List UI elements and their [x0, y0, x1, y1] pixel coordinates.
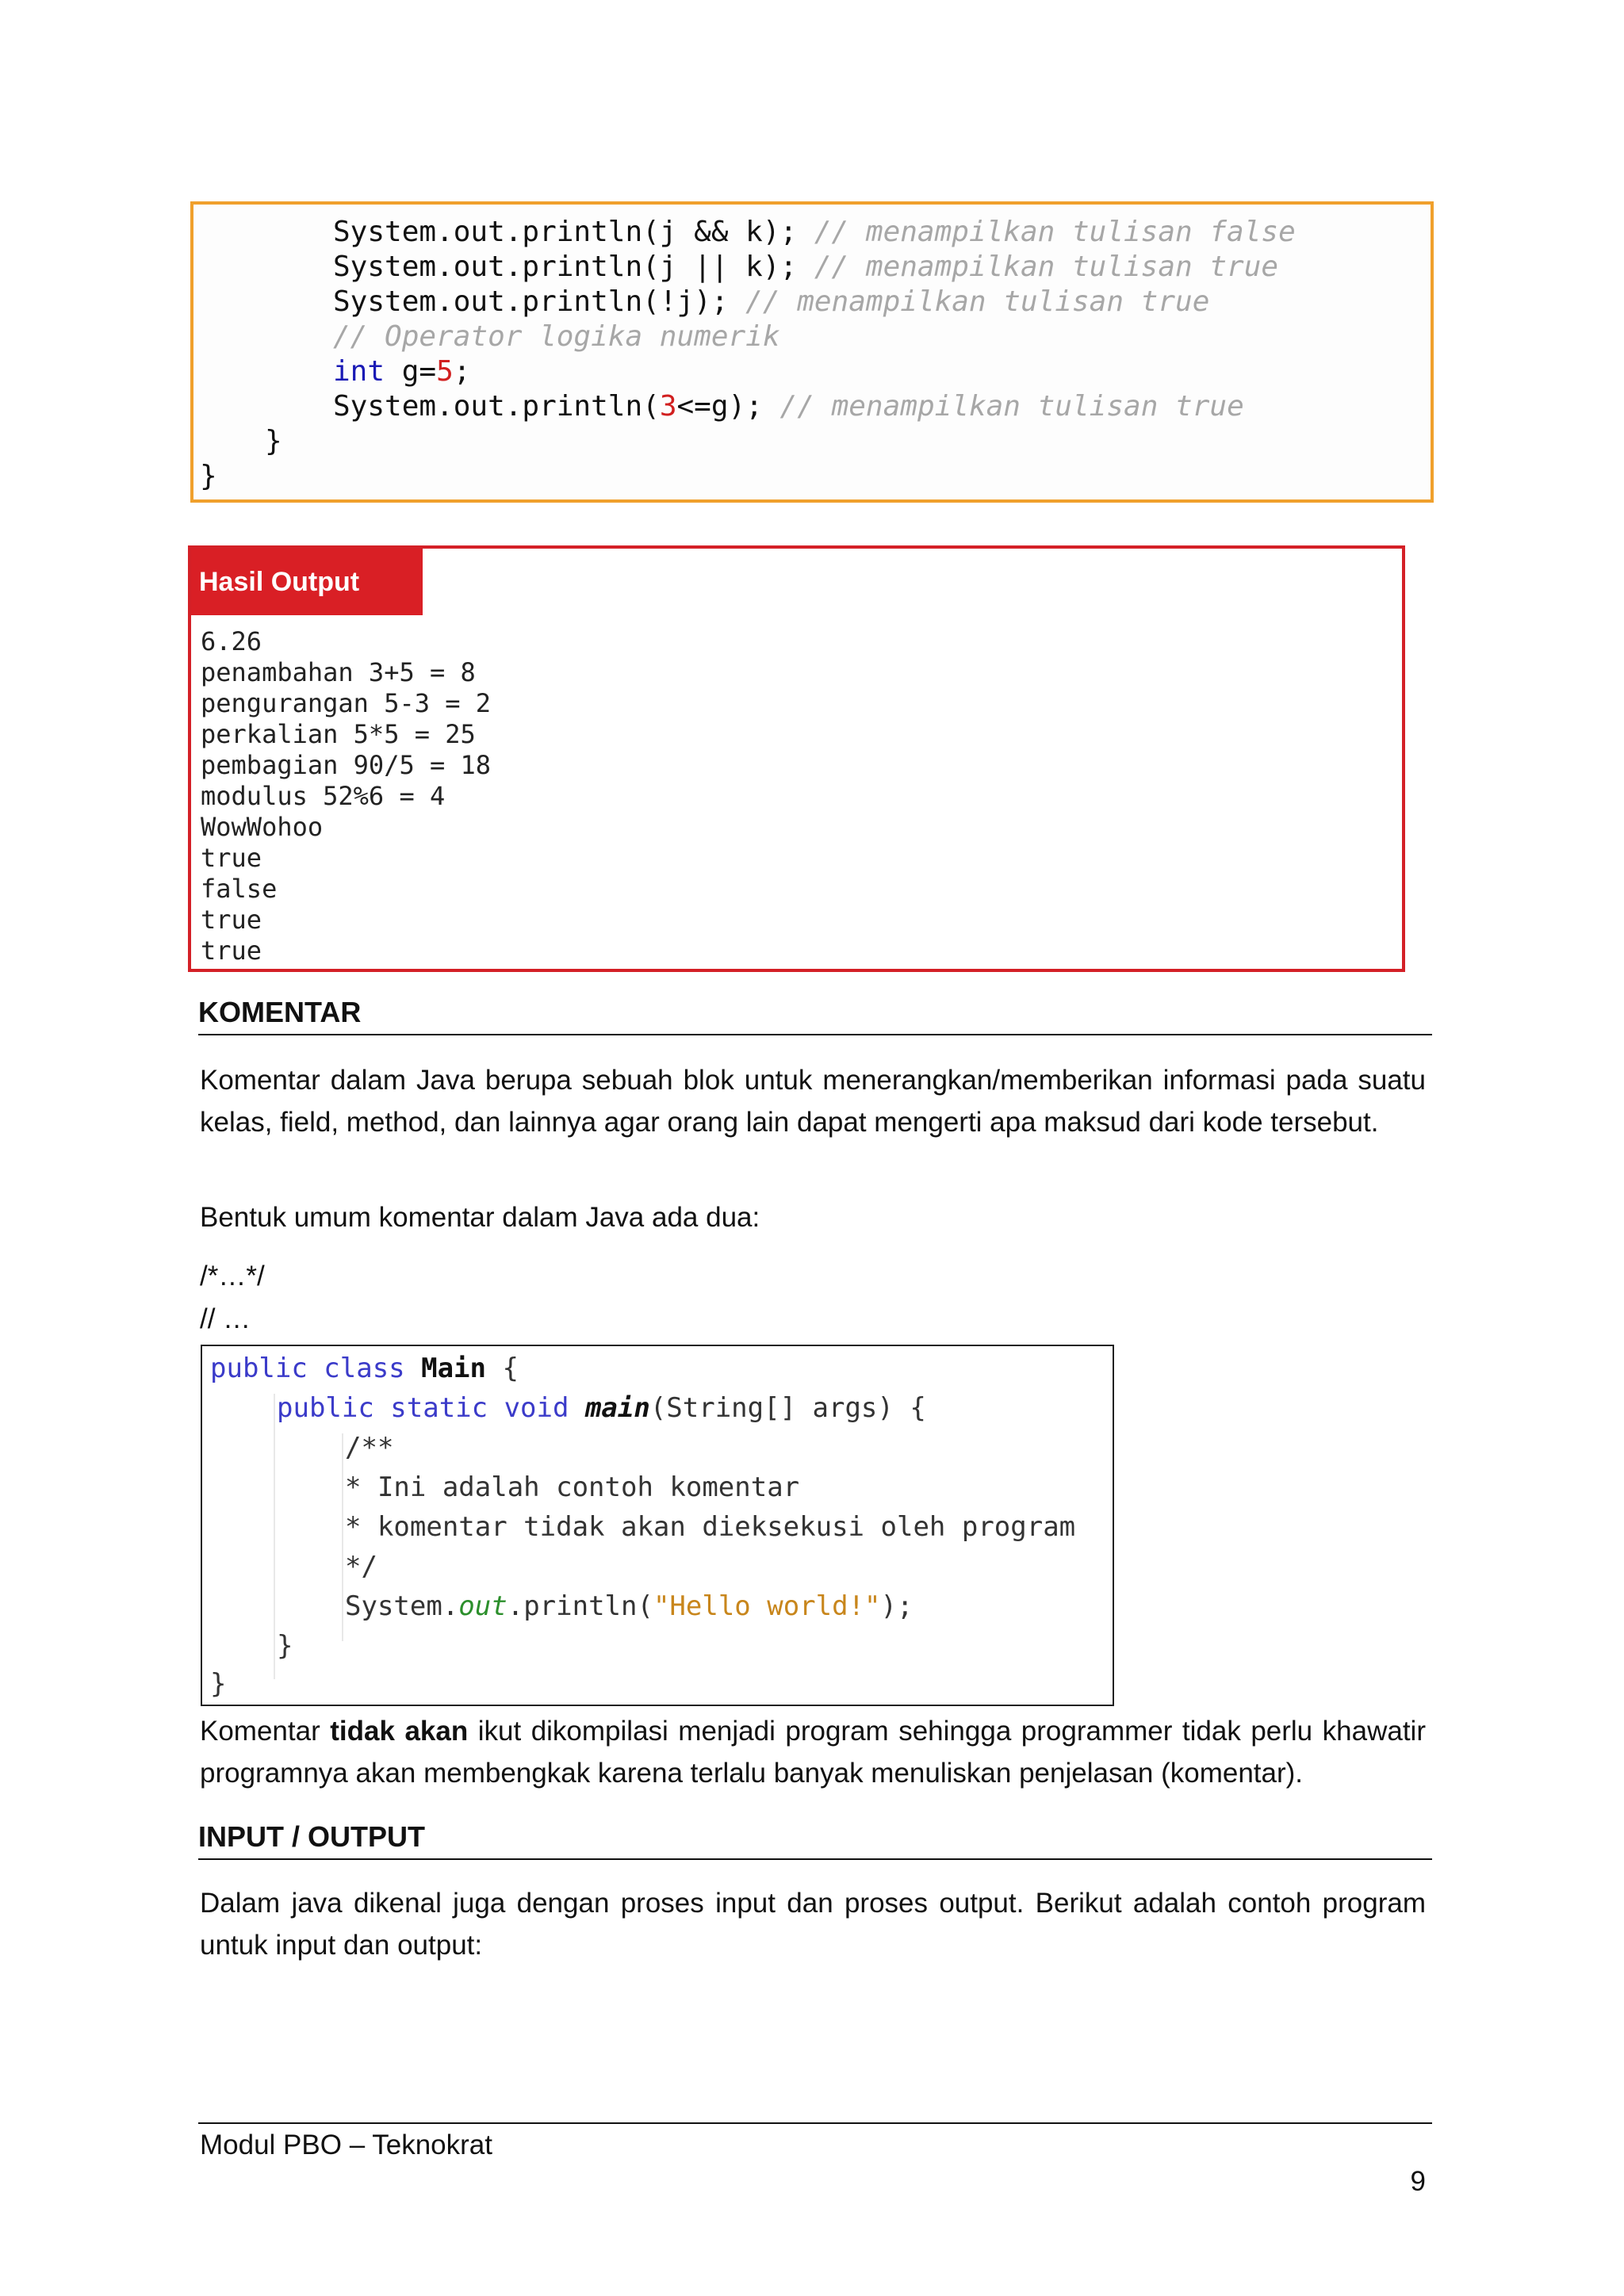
code-line: } [210, 1668, 227, 1700]
output-line: false [201, 874, 278, 904]
output-line: pembagian 90/5 = 18 [201, 750, 492, 780]
code-line: * Ini adalah contoh komentar [345, 1471, 800, 1503]
page-number: 9 [1410, 2166, 1426, 2197]
code-block-operators [190, 201, 1434, 503]
io-paragraph: Dalam java dikenal juga dengan proses input dan proses output. Berikut adalah contoh program untuk input dan output: [200, 1888, 1426, 1961]
komentar-paragraph: Komentar dalam Java berupa sebuah blok untuk menerangkan/memberikan informasi pada suatu kelas, field, method, dan lainnya agar orang lain dapat mengerti apa maksud dari kode tersebut. [200, 1065, 1426, 1138]
code-line: System.out.println(3<=g); // menampilkan tulisan true [333, 390, 1244, 423]
output-line: 6.26 [201, 626, 262, 656]
code-line: System.out.println(j && k); // menampilkan tulisan false [333, 216, 1296, 248]
output-line: penambahan 3+5 = 8 [201, 657, 476, 687]
output-line: true [201, 905, 262, 935]
code-line: } [200, 460, 217, 492]
output-line: pengurangan 5-3 = 2 [201, 688, 492, 718]
section-heading-io: INPUT / OUTPUT [198, 1820, 1432, 1860]
komentar-note-paragraph: Komentar tidak akan ikut dikompilasi menjadi program sehingga programmer tidak perlu khawatir programnya akan membengkak karena terlalu banyak menuliskan penjelasan (komentar). [200, 1716, 1426, 1789]
komentar-forms-intro: Bentuk umum komentar dalam Java ada dua: [200, 1202, 760, 1233]
output-panel [188, 545, 1405, 972]
code-line: /** [345, 1432, 394, 1464]
output-line: perkalian 5*5 = 25 [201, 719, 476, 749]
section-heading-komentar: KOMENTAR [198, 996, 1432, 1035]
output-line: true [201, 843, 262, 873]
comment-form-block: /*…*/ [200, 1261, 265, 1292]
code-line: } [277, 1630, 293, 1662]
output-line: WowWohoo [201, 812, 324, 842]
code-line: System.out.println("Hello world!"); [345, 1590, 914, 1622]
output-line: true [201, 936, 262, 966]
output-line: modulus 52%6 = 4 [201, 781, 446, 811]
output-title: Hasil Output [191, 549, 423, 615]
code-block-comment-example [201, 1345, 1114, 1706]
code-line: System.out.println(!j); // menampilkan tulisan true [333, 285, 1210, 318]
code-line: int g=5; [333, 355, 471, 388]
code-line: public class Main { [210, 1353, 519, 1384]
indent-guide [274, 1394, 275, 1679]
code-line: System.out.println(j || k); // menampilkan tulisan true [333, 251, 1279, 283]
comment-form-line: // … [200, 1303, 251, 1334]
code-line: * komentar tidak akan dieksekusi oleh program [345, 1511, 1076, 1543]
indent-guide [342, 1433, 343, 1641]
code-line: // Operator logika numerik [333, 320, 780, 353]
footer-rule [198, 2122, 1432, 2124]
code-line: } [265, 425, 282, 457]
code-line: */ [345, 1551, 377, 1582]
footer-text: Modul PBO – Teknokrat [200, 2130, 492, 2160]
code-line: public static void main(String[] args) { [277, 1392, 926, 1424]
